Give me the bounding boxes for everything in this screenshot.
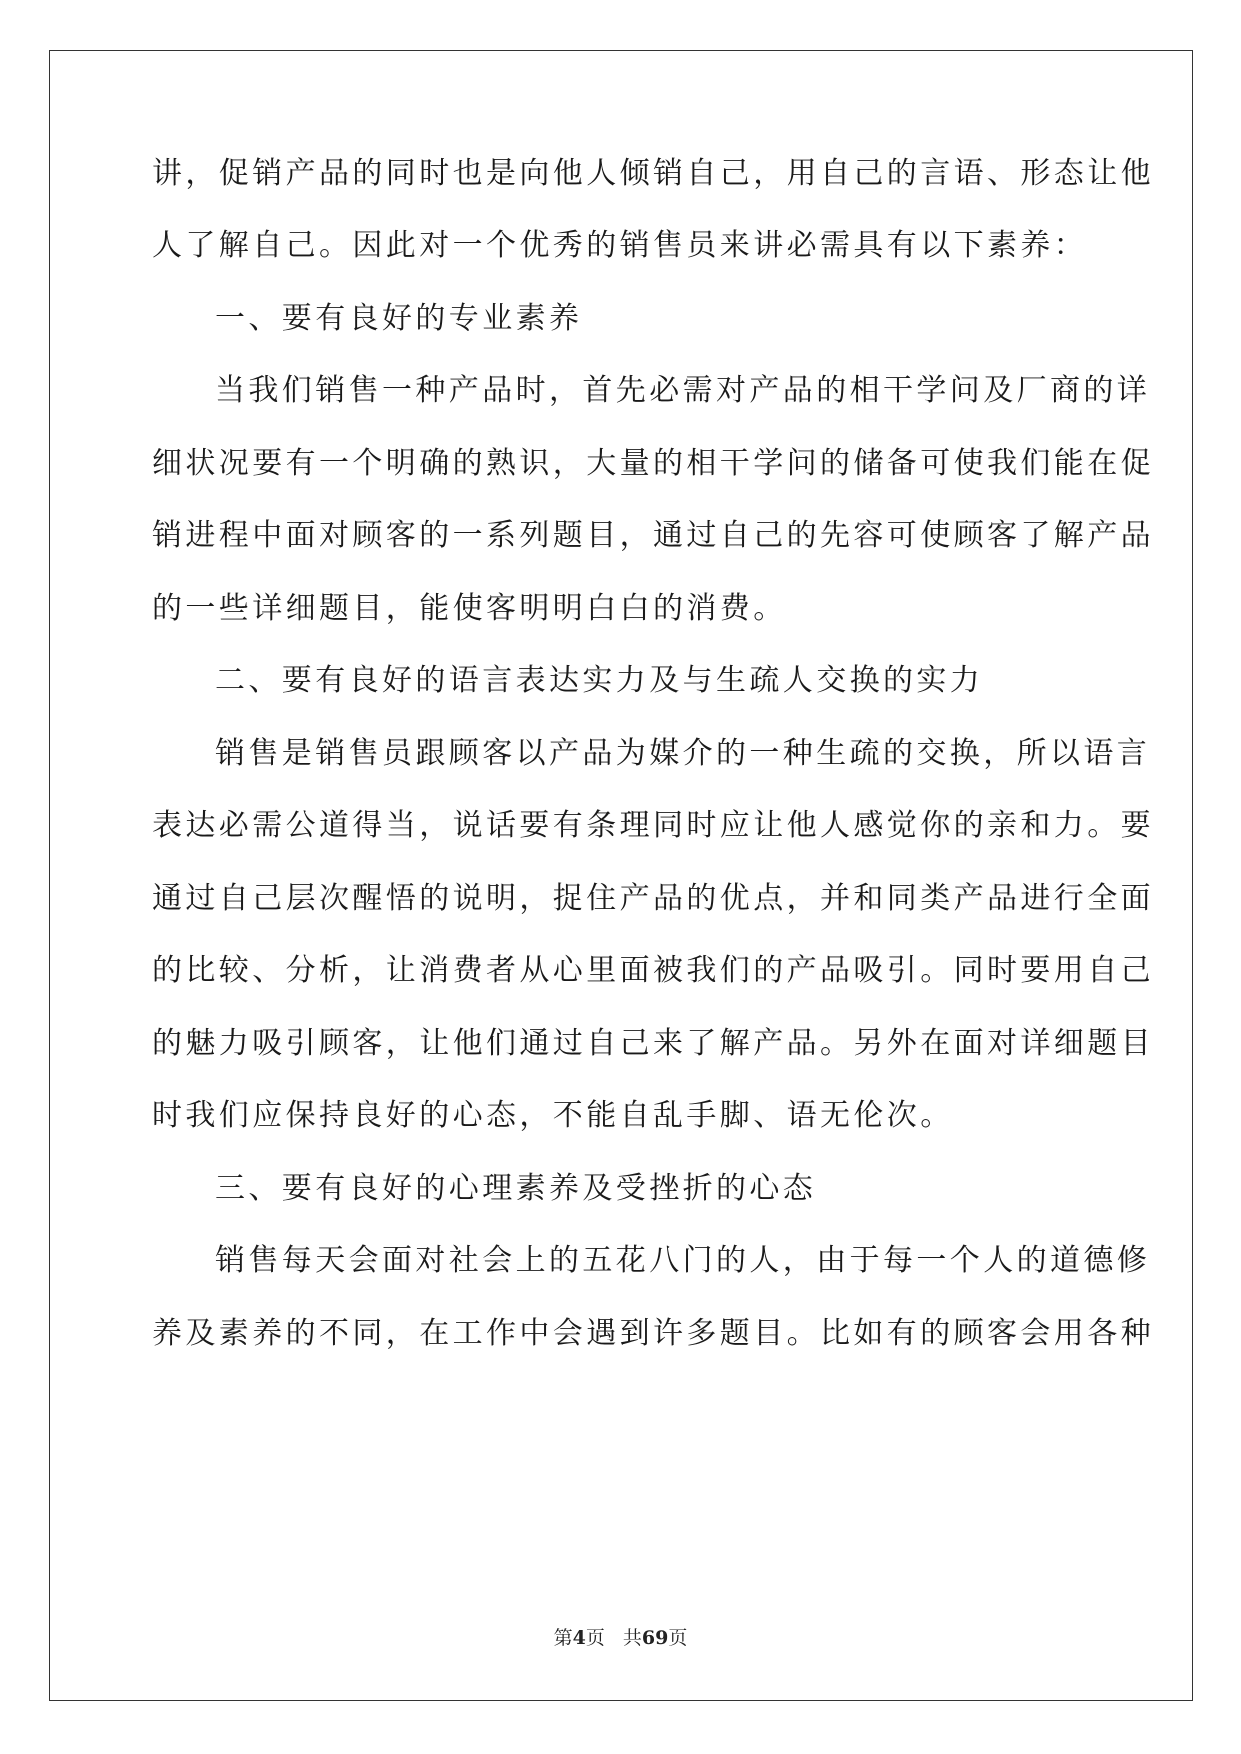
- body-text-line: 的一些详细题目，能使客明明白白的消费。: [152, 591, 787, 626]
- body-text-line: 细状况要有一个明确的熟识，大量的相干学问的储备可使我们能在促: [152, 446, 1154, 481]
- body-text-line: 表达必需公道得当，说话要有条理同时应让他人感觉你的亲和力。要: [152, 808, 1154, 843]
- section-heading: 三、要有良好的心理素养及受挫折的心态: [215, 1171, 817, 1206]
- body-text-line: 养及素养的不同，在工作中会遇到许多题目。比如有的顾客会用各种: [152, 1316, 1154, 1351]
- section-heading: 一、要有良好的专业素养: [215, 301, 583, 336]
- body-text-line: 人了解自己。因此对一个优秀的销售员来讲必需具有以下素养：: [152, 228, 1088, 263]
- page-border: [49, 50, 1193, 1701]
- total-prefix: 共: [622, 1627, 642, 1649]
- body-text-line: 销售每天会面对社会上的五花八门的人，由于每一个人的道德修: [215, 1243, 1151, 1278]
- total-pages: 69: [641, 1627, 669, 1649]
- section-heading: 二、要有良好的语言表达实力及与生疏人交换的实力: [215, 663, 984, 698]
- page-suffix: 页: [585, 1627, 605, 1649]
- body-text-line: 通过自己层次醒悟的说明，捉住产品的优点，并和同类产品进行全面: [152, 881, 1154, 916]
- body-text-line: 销售是销售员跟顾客以产品为媒介的一种生疏的交换，所以语言: [215, 736, 1151, 771]
- body-text-line: 当我们销售一种产品时，首先必需对产品的相干学问及厂商的详: [215, 373, 1151, 408]
- page-prefix: 第: [553, 1627, 573, 1649]
- page-number: 4: [572, 1627, 586, 1649]
- body-text-line: 时我们应保持良好的心态，不能自乱手脚、语无伦次。: [152, 1098, 954, 1133]
- total-suffix: 页: [668, 1627, 688, 1649]
- body-text-line: 的魅力吸引顾客，让他们通过自己来了解产品。另外在面对详细题目: [152, 1026, 1154, 1061]
- page-footer: [0, 1626, 1241, 1650]
- body-text-line: 讲，促销产品的同时也是向他人倾销自己，用自己的言语、形态让他: [152, 156, 1154, 191]
- body-text-line: 销进程中面对顾客的一系列题目，通过自己的先容可使顾客了解产品: [152, 518, 1154, 553]
- body-text-line: 的比较、分析，让消费者从心里面被我们的产品吸引。同时要用自己: [152, 953, 1154, 988]
